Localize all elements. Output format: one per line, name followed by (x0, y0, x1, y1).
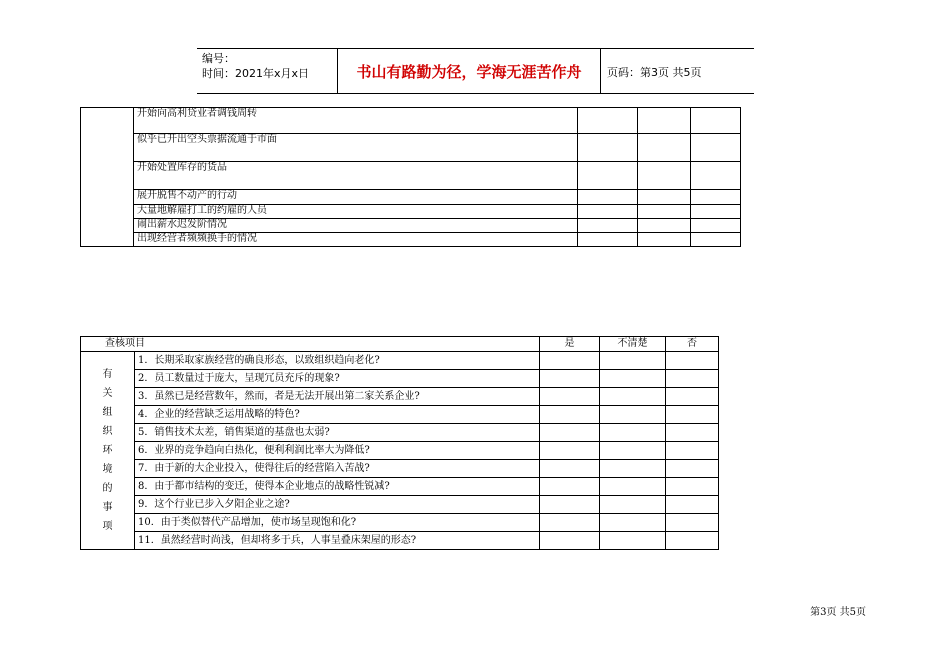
check-cell[interactable] (638, 233, 691, 247)
header-item: 查核项目 (81, 337, 540, 352)
no-cell[interactable] (666, 424, 719, 442)
unsure-cell[interactable] (600, 352, 666, 370)
category-char: 事 (102, 502, 113, 513)
yes-cell[interactable] (540, 478, 600, 496)
no-cell[interactable] (666, 496, 719, 514)
checklist-item: 2．员工数量过于庞大，呈现冗员充斥的现象? (135, 370, 540, 388)
category-label (81, 352, 135, 550)
check-cell[interactable] (638, 108, 691, 134)
no-cell[interactable] (666, 532, 719, 550)
check-cell[interactable] (638, 162, 691, 190)
check-cell[interactable] (638, 134, 691, 162)
category-char: 组 (102, 407, 113, 418)
check-cell[interactable] (691, 190, 741, 205)
check-cell[interactable] (691, 233, 741, 247)
yes-cell[interactable] (540, 406, 600, 424)
category-char: 有 (102, 369, 113, 380)
unsure-cell[interactable] (600, 406, 666, 424)
check-cell[interactable] (691, 108, 741, 134)
yes-cell[interactable] (540, 514, 600, 532)
unsure-cell[interactable] (600, 514, 666, 532)
header-no: 否 (666, 337, 719, 352)
table-row-label: 闹出薪水迟发阶情况 (134, 219, 578, 233)
category-char: 境 (102, 464, 113, 475)
check-cell[interactable] (578, 205, 638, 219)
table-row-label: 大量地解雇打工的约雇的人员 (134, 205, 578, 219)
check-cell[interactable] (578, 162, 638, 190)
organization-environment-checklist (80, 336, 719, 550)
header-unsure: 不清楚 (600, 337, 666, 352)
check-cell[interactable] (691, 219, 741, 233)
checklist-item: 9．这个行业已步入夕阳企业之途? (135, 496, 540, 514)
yes-cell[interactable] (540, 370, 600, 388)
category-char: 项 (102, 521, 113, 532)
table-row-label: 展开脱售不动产的行动 (134, 190, 578, 205)
warning-signs-table (80, 107, 741, 247)
checklist-item: 8．由于都市结构的变迁，使得本企业地点的战略性锐减? (135, 478, 540, 496)
check-cell[interactable] (691, 162, 741, 190)
page-header (197, 48, 754, 94)
yes-cell[interactable] (540, 352, 600, 370)
check-cell[interactable] (691, 134, 741, 162)
category-char: 关 (102, 388, 113, 399)
no-cell[interactable] (666, 442, 719, 460)
check-cell[interactable] (638, 190, 691, 205)
table-category-cell (81, 108, 134, 247)
check-cell[interactable] (578, 190, 638, 205)
unsure-cell[interactable] (600, 388, 666, 406)
check-cell[interactable] (578, 134, 638, 162)
check-cell[interactable] (578, 219, 638, 233)
code-label: 编号： (202, 52, 235, 65)
no-cell[interactable] (666, 478, 719, 496)
unsure-cell[interactable] (600, 532, 666, 550)
unsure-cell[interactable] (600, 424, 666, 442)
table-row-label: 似乎已开出空头票据流通于市面 (134, 134, 578, 162)
checklist-item: 7．由于新的大企业投入，使得往后的经营陷入苦战? (135, 460, 540, 478)
no-cell[interactable] (666, 514, 719, 532)
time-label: 时间：2021年x月x日 (202, 67, 310, 80)
no-cell[interactable] (666, 460, 719, 478)
no-cell[interactable] (666, 352, 719, 370)
checklist-item: 6．业界的竞争趋向白热化，便利利润比率大为降低? (135, 442, 540, 460)
unsure-cell[interactable] (600, 442, 666, 460)
header-yes: 是 (540, 337, 600, 352)
unsure-cell[interactable] (600, 496, 666, 514)
category-char: 环 (102, 445, 113, 456)
yes-cell[interactable] (540, 496, 600, 514)
unsure-cell[interactable] (600, 370, 666, 388)
yes-cell[interactable] (540, 460, 600, 478)
category-char: 的 (102, 483, 113, 494)
check-cell[interactable] (638, 205, 691, 219)
check-cell[interactable] (578, 108, 638, 134)
unsure-cell[interactable] (600, 460, 666, 478)
page-number-label: 页码：第3页 共5页 (607, 66, 702, 79)
no-cell[interactable] (666, 406, 719, 424)
checklist-item: 11．虽然经营时尚浅，但却将多于兵，人事呈叠床架屋的形态? (135, 532, 540, 550)
unsure-cell[interactable] (600, 478, 666, 496)
table-row-label: 出现经营者频频换手的情况 (134, 233, 578, 247)
category-char: 织 (102, 426, 113, 437)
yes-cell[interactable] (540, 424, 600, 442)
yes-cell[interactable] (540, 442, 600, 460)
check-cell[interactable] (691, 205, 741, 219)
header-divider (600, 49, 601, 93)
checklist-item: 5．销售技术太差，销售渠道的基盘也太弱? (135, 424, 540, 442)
table-row-label: 开始向高利贷业者调钱周转 (134, 108, 578, 134)
no-cell[interactable] (666, 370, 719, 388)
check-cell[interactable] (638, 219, 691, 233)
motto: 书山有路勤为径，学海无涯苦作舟 (356, 62, 582, 81)
page-footer: 第3页 共5页 (810, 607, 866, 618)
table-row-label: 开始处置库存的货品 (134, 162, 578, 190)
yes-cell[interactable] (540, 388, 600, 406)
checklist-item: 4．企业的经营缺乏运用战略的特色? (135, 406, 540, 424)
checklist-item: 1．长期采取家族经营的确良形态，以致组织趋向老化? (135, 352, 540, 370)
check-cell[interactable] (578, 233, 638, 247)
checklist-item: 10．由于类似替代产品增加，使市场呈现饱和化? (135, 514, 540, 532)
no-cell[interactable] (666, 388, 719, 406)
yes-cell[interactable] (540, 532, 600, 550)
checklist-item: 3．虽然已是经营数年，然而，者是无法开展出第二家关系企业? (135, 388, 540, 406)
